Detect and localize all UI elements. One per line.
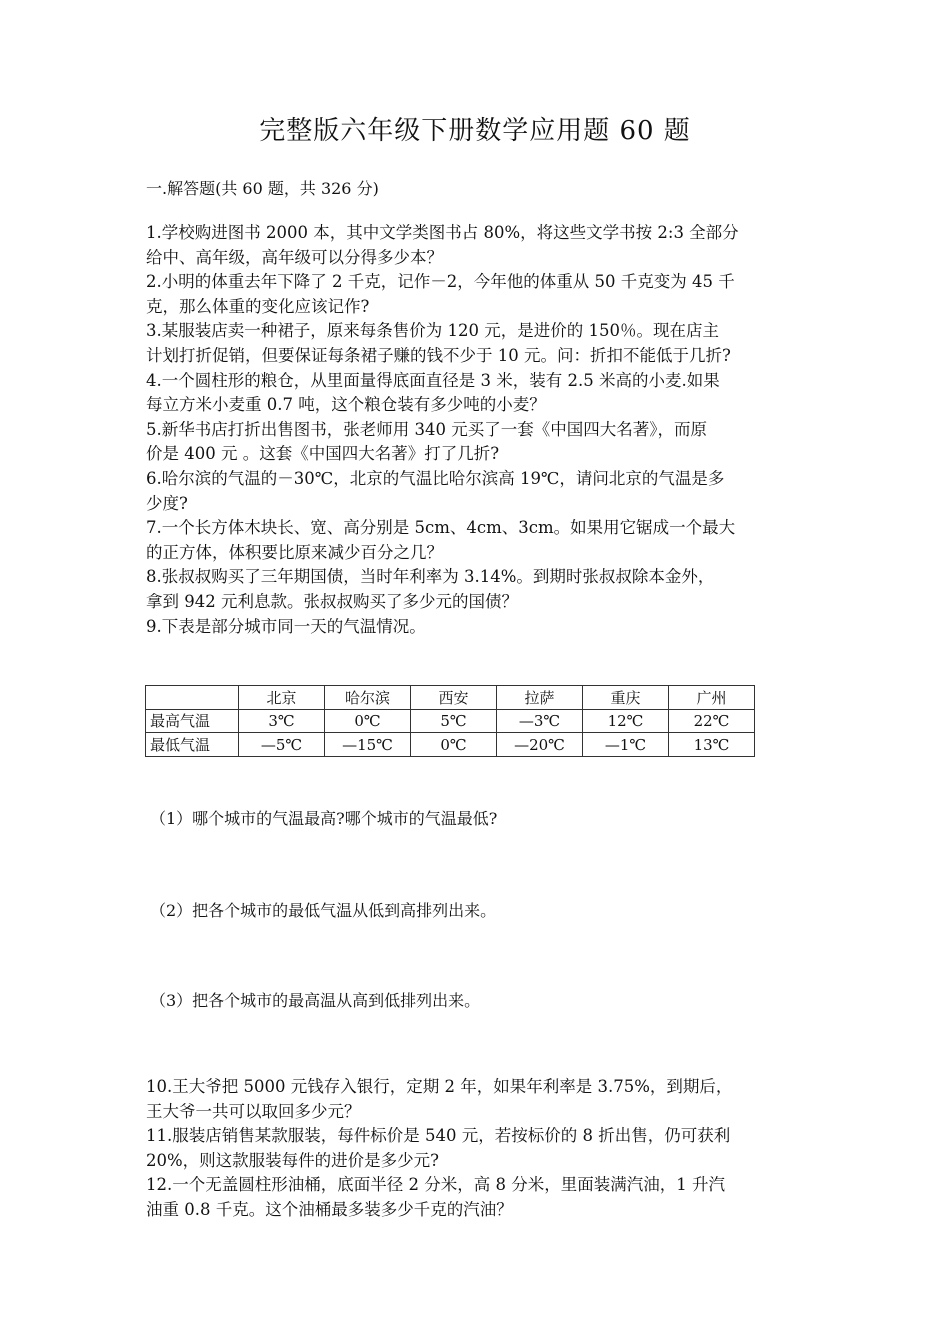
question-line: 4.一个圆柱形的粮仓，从里面量得底面直径是 3 米，装有 2.5 米高的小麦.如果	[146, 370, 720, 390]
table-header-city: 北京	[239, 686, 325, 710]
question-line: 少度?	[146, 493, 188, 513]
row-label-high: 最高气温	[146, 709, 239, 733]
table-header-city: 广州	[669, 686, 755, 710]
question-line: 油重 0.8 千克。这个油桶最多装多少千克的汽油？	[146, 1199, 513, 1219]
question-line: 8.张叔叔购买了三年期国债，当时年利率为 3.14%。到期时张叔叔除本金外，	[146, 567, 715, 587]
table-corner-cell	[146, 686, 239, 710]
question-line: 9.下表是部分城市同一天的气温情况。	[146, 616, 426, 636]
row-label-low: 最低气温	[146, 733, 239, 757]
question-line: 12.一个无盖圆柱形油桶，底面半径 2 分米，高 8 分米，里面装满汽油，1 升汽	[146, 1175, 725, 1195]
page-title: 完整版六年级下册数学应用题 60 题	[259, 116, 691, 146]
table-cell: 13℃	[669, 733, 755, 757]
question-line: 1.学校购进图书 2000 本，其中文学类图书占 80%，将这些文学书按 2:3 全部分	[146, 223, 739, 242]
question-line: 2.小明的体重去年下降了 2 千克，记作－2，今年他的体重从 50 千克变为 45 千	[146, 272, 735, 292]
table-cell: —5℃	[239, 733, 325, 757]
question-line: 的正方体，体积要比原来减少百分之几？	[146, 542, 443, 562]
question-line: 计划打折促销，但要保证每条裙子赚的钱不少于 10 元。问：折扣不能低于几折?	[146, 345, 731, 365]
question-line: 克，那么体重的变化应该记作?	[146, 296, 370, 316]
subquestion-3: （3）把各个城市的最高温从高到低排列出来。	[150, 991, 481, 1010]
table-cell: —15℃	[325, 733, 411, 757]
question-list-part2	[146, 1075, 836, 1223]
section-header: 一.解答题(共 60 题，共 326 分)	[146, 179, 379, 198]
question-list-part1	[146, 221, 836, 639]
question-line: 7.一个长方体木块长、宽、高分别是 5cm、4cm、3cm。如果用它锯成一个最大	[146, 518, 736, 538]
table-cell: 12℃	[583, 709, 669, 733]
table-cell: 0℃	[325, 709, 411, 733]
question-line: 给中、高年级，高年级可以分得多少本？	[146, 247, 443, 267]
table-header-city: 哈尔滨	[325, 686, 411, 710]
table-header-row	[146, 686, 755, 710]
subquestion-2: （2）把各个城市的最低气温从低到高排列出来。	[150, 901, 497, 920]
question-line: 6.哈尔滨的气温的－30℃，北京的气温比哈尔滨高 19℃，请问北京的气温是多	[146, 468, 725, 488]
question-line: 王大爷一共可以取回多少元？	[146, 1101, 361, 1121]
table-cell: 0℃	[411, 733, 497, 757]
table-cell: 5℃	[411, 709, 497, 733]
question-line: 价是 400 元 。这套《中国四大名著》打了几折?	[146, 444, 500, 464]
table-cell: —1℃	[583, 733, 669, 757]
question-line: 每立方米小麦重 0.7 吨，这个粮仓装有多少吨的小麦？	[146, 395, 546, 415]
subquestion-1: （1）哪个城市的气温最高?哪个城市的气温最低?	[150, 809, 498, 828]
table-header-city: 重庆	[583, 686, 669, 710]
question-line: 11.服装店销售某款服装，每件标价是 540 元，若按标价的 8 折出售，仍可获利	[146, 1126, 731, 1146]
question-line: 3.某服装店卖一种裙子，原来每条售价为 120 元，是进价的 150％。现在店主	[146, 321, 719, 341]
table-header-city: 拉萨	[497, 686, 583, 710]
table-header-city: 西安	[411, 686, 497, 710]
question-line: 拿到 942 元利息款。张叔叔购买了多少元的国债？	[146, 591, 518, 611]
table-cell: 3℃	[239, 709, 325, 733]
question-line: 5.新华书店打折出售图书，张老师用 340 元买了一套《中国四大名著》，而原	[146, 419, 707, 439]
table-cell: —20℃	[497, 733, 583, 757]
temperature-table	[145, 685, 755, 757]
question-line: 20%，则这款服装每件的进价是多少元?	[146, 1150, 440, 1170]
table-row-high	[146, 709, 755, 733]
table-cell: —3℃	[497, 709, 583, 733]
table-cell: 22℃	[669, 709, 755, 733]
table-row-low	[146, 733, 755, 757]
question-line: 10.王大爷把 5000 元钱存入银行，定期 2 年，如果年利率是 3.75%，到期后，	[146, 1077, 733, 1096]
